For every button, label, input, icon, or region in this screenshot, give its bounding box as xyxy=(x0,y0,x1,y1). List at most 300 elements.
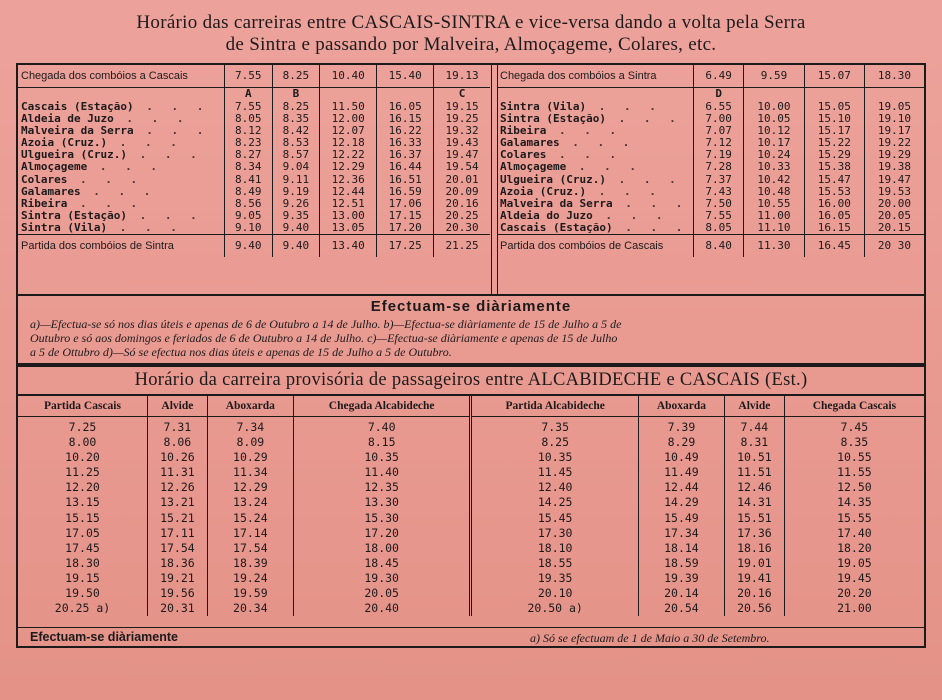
stop-time: 7.55 xyxy=(225,101,273,113)
schedule-time: 18.55 xyxy=(471,556,638,571)
stop-time: 20.16 xyxy=(434,198,490,210)
stop-time: 10.42 xyxy=(744,174,804,186)
stop-time: 17.15 xyxy=(377,210,434,222)
stop-time: 15.47 xyxy=(804,174,864,186)
sintra-cascais-table xyxy=(497,65,924,257)
stop-leader: . . . xyxy=(586,100,662,113)
stop-time: 8.12 xyxy=(225,125,273,137)
stop-time: 16.59 xyxy=(377,186,434,198)
stop-time: 9.04 xyxy=(272,161,320,173)
stop-time: 8.34 xyxy=(225,161,273,173)
stop-time: 7.00 xyxy=(694,113,744,125)
schedule-time: 20.50 a) xyxy=(471,601,638,616)
stop-name-text: Colares xyxy=(500,148,547,162)
stop-name-text: Ulgueira (Cruz.) xyxy=(500,172,606,186)
departure-time: 8.40 xyxy=(694,235,744,258)
stop-time: 20.15 xyxy=(864,222,924,235)
stop-time: 16.33 xyxy=(377,137,434,149)
stop-time: 19.47 xyxy=(864,174,924,186)
stop-time: 16.05 xyxy=(377,101,434,113)
route-letter: A xyxy=(225,88,273,102)
stop-time: 15.38 xyxy=(804,161,864,173)
departure-time: 16.45 xyxy=(804,235,864,258)
stop-leader: . . . xyxy=(107,220,183,234)
column-header: Chegada Cascais xyxy=(784,396,924,417)
departure-time: 20 30 xyxy=(864,235,924,258)
stop-time: 19.53 xyxy=(864,186,924,198)
stop-name-text: Malveira da Serra xyxy=(21,124,134,138)
stop-row xyxy=(18,161,490,173)
stop-name-text: Sintra (Vila) xyxy=(21,220,108,234)
stop-time: 16.37 xyxy=(377,149,434,161)
stop-time: 19.17 xyxy=(864,125,924,137)
schedule-time: 12.20 xyxy=(65,480,100,495)
stop-time: 11.50 xyxy=(320,101,377,113)
schedule-row xyxy=(18,601,924,616)
stop-time: 12.36 xyxy=(320,174,377,186)
schedule-row xyxy=(18,435,924,450)
route-letter xyxy=(804,88,864,102)
schedule-time: 18.30 xyxy=(65,555,100,570)
schedule-time: 10.35 xyxy=(471,450,638,465)
stop-name-text: Sintra (Estação) xyxy=(500,112,606,126)
schedule-time: 14.29 xyxy=(638,495,724,510)
stop-time: 15.10 xyxy=(804,113,864,125)
schedule-time: 15.51 xyxy=(724,511,784,526)
column-header: Alvide xyxy=(147,396,207,417)
stop-name-text: Ulgueira (Cruz.) xyxy=(21,148,127,162)
stop-time: 8.56 xyxy=(225,198,273,210)
stop-time: 12.07 xyxy=(320,125,377,137)
stop-row xyxy=(18,174,490,186)
schedule-time: 18.14 xyxy=(638,541,724,556)
schedule-time: 12.46 xyxy=(724,480,784,495)
departure-label: Partida dos combóios de Cascais xyxy=(497,235,694,258)
stop-time: 17.06 xyxy=(377,198,434,210)
stop-time: 20.05 xyxy=(864,210,924,222)
schedule-time: 15.24 xyxy=(207,511,293,526)
schedule-time: 7.34 xyxy=(207,417,293,436)
schedule-time: 20.31 xyxy=(147,601,207,616)
departure-time: 9.40 xyxy=(272,235,320,258)
stop-leader: . . . xyxy=(586,184,662,198)
stop-name-text: Sintra (Vila) xyxy=(500,100,587,113)
arrival-time: 15.40 xyxy=(377,65,434,88)
departure-row xyxy=(18,235,490,258)
schedule-time: 10.49 xyxy=(638,450,724,465)
schedule-time: 20.10 xyxy=(471,586,638,601)
schedule-time: 8.31 xyxy=(724,435,784,450)
route-letter xyxy=(744,88,804,102)
stop-time: 8.49 xyxy=(225,186,273,198)
schedule-time: 17.34 xyxy=(638,526,724,541)
schedule-time: 11.49 xyxy=(638,465,724,480)
alcabideche-title: Horário da carreira provisória de passageiros entre ALCABIDECHE e CASCAIS (Est.) xyxy=(134,370,808,390)
schedule-time: 8.00 xyxy=(68,435,97,450)
stop-leader: . . . xyxy=(67,172,144,186)
schedule-time: 8.09 xyxy=(207,435,293,450)
schedule-row xyxy=(18,495,924,510)
arrival-row xyxy=(18,65,490,88)
stop-time: 19.10 xyxy=(864,113,924,125)
center-divider xyxy=(491,63,498,296)
stop-name-text: Azoia (Cruz.) xyxy=(500,184,587,198)
stop-time: 16.15 xyxy=(377,113,434,125)
stop-time: 20.00 xyxy=(864,198,924,210)
schedule-time: 17.20 xyxy=(293,526,471,541)
stop-time: 10.55 xyxy=(744,198,804,210)
schedule-row xyxy=(18,541,924,556)
arrival-label: Chegada dos combóios a Sintra xyxy=(497,65,694,88)
schedule-time: 19.05 xyxy=(784,556,924,571)
column-header: Chegada Alcabideche xyxy=(293,396,471,417)
schedule-time: 11.55 xyxy=(784,465,924,480)
route-letter xyxy=(377,88,434,102)
stop-time: 19.15 xyxy=(434,101,490,113)
schedule-time: 19.50 xyxy=(65,586,100,601)
schedule-time: 15.21 xyxy=(147,511,207,526)
stop-time: 11.00 xyxy=(744,210,804,222)
schedule-time: 8.15 xyxy=(293,435,471,450)
schedule-time: 7.25 xyxy=(68,420,97,434)
schedule-time: 11.34 xyxy=(207,465,293,480)
schedule-time: 20.34 xyxy=(207,601,293,616)
stop-time: 19.32 xyxy=(434,125,490,137)
schedule-time: 19.39 xyxy=(638,571,724,586)
stop-time: 8.53 xyxy=(272,137,320,149)
cascais-sintra-table xyxy=(18,65,490,257)
stop-time: 8.05 xyxy=(694,222,744,235)
schedule-time: 12.50 xyxy=(784,480,924,495)
schedule-time: 19.01 xyxy=(724,556,784,571)
stop-time: 15.22 xyxy=(804,137,864,149)
stop-time: 15.17 xyxy=(804,125,864,137)
schedule-time: 7.40 xyxy=(293,417,471,436)
schedule-time: 18.45 xyxy=(293,556,471,571)
schedule-row xyxy=(18,586,924,601)
stop-leader: . . . xyxy=(133,100,210,113)
alcabideche-cascais-table xyxy=(18,396,924,616)
stop-time: 8.41 xyxy=(225,174,273,186)
stop-leader: . . . xyxy=(605,112,682,126)
departure-time: 17.25 xyxy=(377,235,434,258)
schedule-time: 14.31 xyxy=(724,495,784,510)
stop-time: 10.00 xyxy=(744,101,804,113)
column-header: Partida Cascais xyxy=(18,396,147,417)
route-letter xyxy=(864,88,924,102)
schedule-time: 19.30 xyxy=(293,571,471,586)
stop-time: 19.05 xyxy=(864,101,924,113)
stop-time: 12.29 xyxy=(320,161,377,173)
stop-time: 16.22 xyxy=(377,125,434,137)
schedule-time: 8.06 xyxy=(147,435,207,450)
stop-time: 9.19 xyxy=(272,186,320,198)
stop-leader: . . . xyxy=(113,112,190,126)
departure-label: Partida dos combóios de Sintra xyxy=(18,235,225,258)
notes-line2: Outubro e só aos domingos e feriados de 6 de Outubro a 14 de Julho. c)—Efectua-se diàriamente e apenas de 15 de Julho xyxy=(30,331,618,345)
stop-time: 6.55 xyxy=(694,101,744,113)
stop-name-text: Ribeira xyxy=(21,196,68,210)
stop-time: 15.53 xyxy=(804,186,864,198)
schedule-time: 14.25 xyxy=(471,495,638,510)
schedule-time: 19.59 xyxy=(207,586,293,601)
schedule-time: 11.51 xyxy=(724,465,784,480)
schedule-time: 18.39 xyxy=(207,556,293,571)
stop-time: 7.07 xyxy=(694,125,744,137)
stop-time: 13.05 xyxy=(320,222,377,235)
schedule-time: 12.29 xyxy=(207,480,293,495)
stop-leader: . . . xyxy=(605,172,682,186)
schedule-time: 10.20 xyxy=(65,450,100,465)
route-letter-spacer xyxy=(18,88,225,102)
stop-row xyxy=(497,222,924,235)
route-letter-row xyxy=(18,88,490,102)
stop-time: 20.25 xyxy=(434,210,490,222)
stop-time: 8.25 xyxy=(272,101,320,113)
route-letter-spacer xyxy=(497,88,694,102)
stop-time: 19.47 xyxy=(434,149,490,161)
stop-leader: . . . xyxy=(126,148,203,162)
schedule-time: 17.54 xyxy=(147,541,207,556)
schedule-time: 12.35 xyxy=(293,480,471,495)
schedule-time: 10.51 xyxy=(724,450,784,465)
stop-leader: . . . xyxy=(87,160,163,174)
stop-time: 16.44 xyxy=(377,161,434,173)
schedule-time: 8.29 xyxy=(638,435,724,450)
arrival-label: Chegada dos combóios a Cascais xyxy=(18,65,225,88)
stop-time: 12.51 xyxy=(320,198,377,210)
arrival-time: 8.25 xyxy=(272,65,320,88)
stop-time: 19.54 xyxy=(434,161,490,173)
stop-time: 8.05 xyxy=(225,113,273,125)
schedule-time: 15.45 xyxy=(471,511,638,526)
schedule-time: 13.15 xyxy=(65,495,100,510)
schedule-time: 11.31 xyxy=(147,465,207,480)
schedule-time: 20.40 xyxy=(293,601,471,616)
schedule-time: 15.49 xyxy=(638,511,724,526)
stop-leader: . . . xyxy=(592,208,669,222)
schedule-time: 20.25 a) xyxy=(54,601,111,616)
schedule-time: 7.35 xyxy=(471,417,638,436)
stop-time: 19.29 xyxy=(864,149,924,161)
stop-time: 15.05 xyxy=(804,101,864,113)
stop-name-text: Azoia (Cruz.) xyxy=(21,136,108,150)
route-letter-row xyxy=(497,88,924,102)
stop-name xyxy=(18,222,225,235)
schedule-time: 17.14 xyxy=(207,526,293,541)
schedule-time: 19.35 xyxy=(471,571,638,586)
schedule-time: 7.44 xyxy=(724,417,784,436)
schedule-time: 15.55 xyxy=(784,511,924,526)
stop-row xyxy=(18,222,490,235)
schedule-time: 20.54 xyxy=(638,601,724,616)
schedule-row xyxy=(18,511,924,526)
arrival-time: 15.07 xyxy=(804,65,864,88)
bottom-table-foot-rule xyxy=(16,627,926,628)
schedule-time: 20.20 xyxy=(784,586,924,601)
stop-time: 8.42 xyxy=(272,125,320,137)
schedule-time: 13.21 xyxy=(147,495,207,510)
schedule-time: 17.40 xyxy=(784,526,924,541)
schedule-time: 12.40 xyxy=(471,480,638,495)
schedule-time: 19.24 xyxy=(207,571,293,586)
stop-time: 7.37 xyxy=(694,174,744,186)
stop-time: 12.44 xyxy=(320,186,377,198)
schedule-time: 20.14 xyxy=(638,586,724,601)
stop-name-text: Malveira da Serra xyxy=(500,196,613,210)
stop-time: 7.55 xyxy=(694,210,744,222)
stop-leader: . . . xyxy=(566,160,642,174)
schedule-time: 19.21 xyxy=(147,571,207,586)
departure-time: 13.40 xyxy=(320,235,377,258)
schedule-time: 20.56 xyxy=(724,601,784,616)
column-header: Aboxarda xyxy=(207,396,293,417)
schedule-row xyxy=(18,450,924,465)
arrival-time: 7.55 xyxy=(225,65,273,88)
stop-time: 19.22 xyxy=(864,137,924,149)
stop-time: 10.48 xyxy=(744,186,804,198)
stop-name-text: Galamares xyxy=(21,184,81,198)
schedule-time: 19.15 xyxy=(65,570,100,585)
stop-time: 13.00 xyxy=(320,210,377,222)
stop-name-text: Colares xyxy=(21,172,68,186)
column-header: Partida Alcabideche xyxy=(471,396,638,417)
stop-time: 19.25 xyxy=(434,113,490,125)
schedule-time: 18.00 xyxy=(293,541,471,556)
departure-time: 9.40 xyxy=(225,235,273,258)
route-letter: B xyxy=(272,88,320,102)
schedule-time: 19.45 xyxy=(784,571,924,586)
stop-leader: . . . xyxy=(559,136,636,150)
schedule-time: 19.41 xyxy=(724,571,784,586)
daily-heading: Efectuam-se diàriamente xyxy=(370,298,572,315)
schedule-row xyxy=(18,480,924,495)
stop-time: 15.29 xyxy=(804,149,864,161)
stop-name-text: Sintra (Estação) xyxy=(21,208,127,222)
schedule-time: 8.35 xyxy=(784,435,924,450)
arrival-time: 9.59 xyxy=(744,65,804,88)
schedule-time: 13.30 xyxy=(293,495,471,510)
stop-time: 7.50 xyxy=(694,198,744,210)
schedule-time: 20.16 xyxy=(724,586,784,601)
stop-time: 19.38 xyxy=(864,161,924,173)
stop-leader: . . . xyxy=(612,196,689,210)
arrival-time: 18.30 xyxy=(864,65,924,88)
arrival-time: 6.49 xyxy=(694,65,744,88)
stop-name-text: Almoçageme xyxy=(21,160,88,174)
stop-time: 10.24 xyxy=(744,149,804,161)
stop-name-text: Cascais (Estação) xyxy=(500,220,613,234)
stop-time: 12.00 xyxy=(320,113,377,125)
stop-leader: . . . xyxy=(80,184,157,198)
schedule-time: 11.45 xyxy=(471,465,638,480)
arrival-row xyxy=(497,65,924,88)
schedule-time: 17.54 xyxy=(207,541,293,556)
stop-time: 10.05 xyxy=(744,113,804,125)
stop-leader: . . . xyxy=(107,136,183,150)
stop-time: 17.20 xyxy=(377,222,434,235)
schedule-time: 10.35 xyxy=(293,450,471,465)
departure-time: 11.30 xyxy=(744,235,804,258)
stop-time: 16.51 xyxy=(377,174,434,186)
stop-time: 9.05 xyxy=(225,210,273,222)
stop-time: 20.01 xyxy=(434,174,490,186)
schedule-time: 7.31 xyxy=(147,417,207,436)
schedule-row xyxy=(18,571,924,586)
route-letter xyxy=(320,88,377,102)
departure-time: 21.25 xyxy=(434,235,490,258)
schedule-time: 18.59 xyxy=(638,556,724,571)
schedule-time: 17.45 xyxy=(65,540,100,555)
stop-time: 10.17 xyxy=(744,137,804,149)
schedule-row xyxy=(18,465,924,480)
stop-leader: . . . xyxy=(133,124,210,138)
stop-leader: . . . xyxy=(67,196,144,210)
arrival-time: 10.40 xyxy=(320,65,377,88)
stop-time: 9.40 xyxy=(272,222,320,235)
stop-time: 7.43 xyxy=(694,186,744,198)
schedule-time: 13.24 xyxy=(207,495,293,510)
stop-time: 16.05 xyxy=(804,210,864,222)
schedule-time: 12.44 xyxy=(638,480,724,495)
schedule-time: 8.25 xyxy=(471,435,638,450)
stop-leader: . . . xyxy=(546,124,623,138)
schedule-time: 18.20 xyxy=(784,541,924,556)
stop-name-text: Almoçageme xyxy=(500,160,567,174)
schedule-time: 10.55 xyxy=(784,450,924,465)
bottom-footer-daily: Efectuam-se diàriamente xyxy=(30,630,178,644)
stop-leader: . . . xyxy=(612,220,689,234)
stop-time: 19.43 xyxy=(434,137,490,149)
stop-time: 20.09 xyxy=(434,186,490,198)
timetable-title-line1: Horário das carreiras entre CASCAIS-SINTRA e vice-versa dando a volta pela Serra xyxy=(136,12,806,33)
stop-time: 8.57 xyxy=(272,149,320,161)
schedule-time: 11.40 xyxy=(293,465,471,480)
arrival-time: 19.13 xyxy=(434,65,490,88)
stop-time: 9.35 xyxy=(272,210,320,222)
schedule-time: 10.26 xyxy=(147,450,207,465)
bottom-footer-note: a) Só se efectuam de 1 de Maio a 30 de Setembro. xyxy=(530,631,770,645)
stop-time: 12.22 xyxy=(320,149,377,161)
column-header: Alvide xyxy=(724,396,784,417)
schedule-time: 18.36 xyxy=(147,556,207,571)
stop-time: 12.18 xyxy=(320,137,377,149)
route-letter: D xyxy=(694,88,744,102)
stop-name-text: Aldeia de Juzo xyxy=(21,112,114,126)
stop-time: 7.19 xyxy=(694,149,744,161)
departure-row xyxy=(497,235,924,258)
notes-line1: a)—Efectua-se só nos dias úteis e apenas de 6 de Outubro a 14 de Julho. b)—Efectua-se diàriamente de 15 de Julho a 5 de xyxy=(30,317,622,331)
stop-time: 7.12 xyxy=(694,137,744,149)
schedule-time: 20.05 xyxy=(293,586,471,601)
stop-name-text: Ribeira xyxy=(500,124,547,138)
schedule-row xyxy=(18,556,924,571)
stop-time: 10.12 xyxy=(744,125,804,137)
stop-time: 8.35 xyxy=(272,113,320,125)
stop-leader: . . . xyxy=(546,148,623,162)
column-header: Aboxarda xyxy=(638,396,724,417)
stop-time: 16.00 xyxy=(804,198,864,210)
stop-name-text: Cascais (Estação) xyxy=(21,100,134,113)
schedule-time: 15.15 xyxy=(65,510,100,525)
stop-time: 9.11 xyxy=(272,174,320,186)
stop-time: 9.26 xyxy=(272,198,320,210)
stop-name-text: Galamares xyxy=(500,136,560,150)
stop-time: 8.27 xyxy=(225,149,273,161)
schedule-time: 19.56 xyxy=(147,586,207,601)
schedule-time: 7.45 xyxy=(784,417,924,436)
schedule-row xyxy=(18,417,924,436)
